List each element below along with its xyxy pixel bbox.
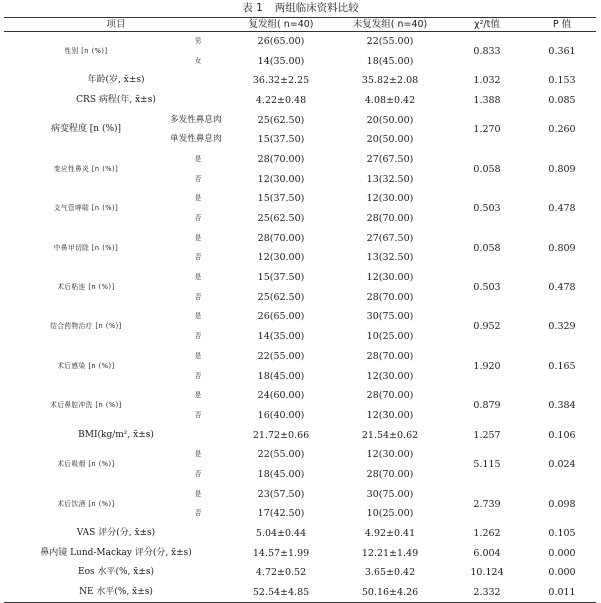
row-option: 否 bbox=[194, 469, 202, 478]
statistic-value: 0.952 bbox=[473, 321, 501, 333]
nonrelapse-value: 12(30.00) bbox=[366, 409, 414, 421]
row-option: 否 bbox=[194, 292, 202, 301]
nonrelapse-value: 28(70.00) bbox=[366, 213, 414, 225]
p-value: 0.000 bbox=[548, 567, 576, 579]
statistic-value: 0.058 bbox=[473, 163, 501, 175]
row-option: 否 bbox=[194, 410, 202, 419]
row-option: 否 bbox=[194, 214, 202, 223]
row-option: 男 bbox=[194, 37, 202, 46]
table-row bbox=[4, 110, 596, 130]
clinical-data-table bbox=[4, 17, 596, 603]
nonrelapse-value: 30(75.00) bbox=[366, 488, 414, 500]
nonrelapse-value: 21.54±0.62 bbox=[361, 429, 419, 441]
relapse-value: 25(62.50) bbox=[257, 291, 305, 303]
table-row bbox=[4, 307, 596, 327]
row-option: 是 bbox=[194, 450, 202, 459]
p-value: 0.260 bbox=[548, 124, 576, 136]
relapse-value: 26(65.00) bbox=[257, 36, 305, 48]
statistic-value: 0.879 bbox=[473, 400, 501, 412]
statistic-value: 2.739 bbox=[473, 498, 501, 510]
table-row bbox=[4, 524, 596, 544]
row-label: 性别 [n (%)] bbox=[64, 46, 108, 55]
p-value: 0.809 bbox=[548, 242, 576, 254]
relapse-value: 15(37.50) bbox=[257, 272, 305, 284]
table-row bbox=[4, 189, 596, 209]
row-option: 是 bbox=[194, 312, 202, 321]
table-row bbox=[4, 445, 596, 465]
row-label: 术后粘连 [n (%)] bbox=[57, 282, 115, 291]
relapse-value: 4.22±0.48 bbox=[255, 94, 307, 106]
relapse-value: 15(37.50) bbox=[257, 193, 305, 205]
statistic-value: 1.032 bbox=[473, 75, 501, 87]
p-value: 0.105 bbox=[548, 528, 576, 540]
row-option: 单发性鼻息肉 bbox=[170, 134, 222, 145]
relapse-value: 14(35.00) bbox=[257, 331, 305, 343]
p-value: 0.809 bbox=[548, 163, 576, 175]
row-option: 是 bbox=[194, 351, 202, 360]
p-value: 0.165 bbox=[548, 360, 576, 372]
nonrelapse-value: 12(30.00) bbox=[366, 272, 414, 284]
table-row bbox=[4, 150, 596, 170]
row-option: 否 bbox=[194, 174, 202, 183]
row-option: 否 bbox=[194, 371, 202, 380]
nonrelapse-value: 28(70.00) bbox=[366, 350, 414, 362]
statistic-value: 2.332 bbox=[446, 583, 528, 603]
relapse-value: 22(55.00) bbox=[257, 350, 305, 362]
nonrelapse-value: 4.92±0.41 bbox=[364, 528, 416, 540]
statistic-value: 5.115 bbox=[473, 459, 501, 471]
relapse-value: 12(30.00) bbox=[257, 252, 305, 264]
p-value: 0.384 bbox=[548, 400, 576, 412]
p-value: 0.329 bbox=[548, 321, 576, 333]
table-row bbox=[4, 228, 596, 248]
row-label: 中鼻甲切除 [n (%)] bbox=[53, 243, 119, 252]
relapse-value: 14.57±1.99 bbox=[252, 547, 310, 559]
relapse-value: 16(40.00) bbox=[257, 409, 305, 421]
statistic-value: 1.920 bbox=[473, 360, 501, 372]
nonrelapse-value: 18(45.00) bbox=[366, 55, 414, 67]
table-row bbox=[4, 32, 596, 52]
nonrelapse-value: 28(70.00) bbox=[366, 468, 414, 480]
header-item: 项目 bbox=[4, 18, 228, 32]
nonrelapse-value: 27(67.50) bbox=[366, 232, 414, 244]
p-value: 0.153 bbox=[548, 75, 576, 87]
header-p-value: P 值 bbox=[528, 18, 596, 32]
relapse-value: 24(60.00) bbox=[257, 390, 305, 402]
row-label: 支气管哮喘 [n (%)] bbox=[53, 204, 119, 213]
nonrelapse-value: 20(50.00) bbox=[366, 134, 414, 146]
row-option: 是 bbox=[194, 489, 202, 498]
row-option: 否 bbox=[194, 332, 202, 341]
relapse-value: 22(55.00) bbox=[257, 449, 305, 461]
relapse-value: 18(45.00) bbox=[257, 468, 305, 480]
nonrelapse-value: 10(25.00) bbox=[366, 508, 414, 520]
row-option: 是 bbox=[194, 154, 202, 163]
row-label: 变应性鼻炎 [n (%)] bbox=[53, 164, 119, 173]
relapse-value: 15(37.50) bbox=[257, 134, 305, 146]
nonrelapse-value: 27(67.50) bbox=[366, 153, 414, 165]
row-label: CRS 病程(年, x̄±s) bbox=[76, 94, 156, 105]
relapse-value: 14(35.00) bbox=[257, 55, 305, 67]
table-row bbox=[4, 543, 596, 563]
row-label: 年龄(岁, x̄±s) bbox=[87, 75, 145, 86]
table-caption bbox=[0, 0, 601, 16]
table-row bbox=[4, 91, 596, 111]
p-value: 0.085 bbox=[548, 94, 576, 106]
relapse-value: 52.54±4.85 bbox=[228, 583, 334, 603]
row-label: 结合药物治疗 [n (%)] bbox=[50, 322, 122, 331]
p-value: 0.478 bbox=[548, 281, 576, 293]
statistic-value: 1.270 bbox=[473, 124, 501, 136]
nonrelapse-value: 10(25.00) bbox=[366, 331, 414, 343]
nonrelapse-value: 13(32.50) bbox=[366, 252, 414, 264]
row-label: 病变程度 [n (%)] bbox=[50, 124, 122, 135]
nonrelapse-value: 3.65±0.42 bbox=[364, 567, 416, 579]
table-row bbox=[4, 583, 596, 603]
p-value: 0.361 bbox=[548, 45, 576, 57]
header-relapse-group: 复发组( n=40) bbox=[228, 18, 334, 32]
table-row bbox=[4, 563, 596, 583]
nonrelapse-value: 28(70.00) bbox=[366, 291, 414, 303]
p-value: 0.478 bbox=[548, 203, 576, 215]
row-label: Eos 水平(%, x̄±s) bbox=[78, 567, 154, 578]
nonrelapse-value: 50.16±4.26 bbox=[334, 583, 446, 603]
nonrelapse-value: 20(50.00) bbox=[366, 114, 414, 126]
table-row bbox=[4, 268, 596, 288]
header-statistic: χ²/t值 bbox=[446, 18, 528, 32]
row-label: 鼻内镜 Lund-Mackay 评分(分, x̄±s) bbox=[40, 547, 192, 558]
nonrelapse-value: 12(30.00) bbox=[366, 449, 414, 461]
statistic-value: 0.833 bbox=[473, 45, 501, 57]
row-option: 否 bbox=[194, 253, 202, 262]
table-number: 表 1 bbox=[242, 2, 263, 14]
statistic-value: 0.503 bbox=[473, 203, 501, 215]
p-value: 0.024 bbox=[548, 459, 576, 471]
nonrelapse-value: 28(70.00) bbox=[366, 390, 414, 402]
statistic-value: 0.058 bbox=[473, 242, 501, 254]
row-option: 是 bbox=[194, 194, 202, 203]
row-label: 术后感染 [n (%)] bbox=[57, 361, 115, 370]
row-option: 是 bbox=[194, 233, 202, 242]
relapse-value: 36.32±2.25 bbox=[252, 75, 310, 87]
statistic-value: 1.257 bbox=[473, 429, 501, 441]
nonrelapse-value: 12(30.00) bbox=[366, 193, 414, 205]
relapse-value: 28(70.00) bbox=[257, 153, 305, 165]
statistic-value: 0.503 bbox=[473, 281, 501, 293]
row-label: NE 水平(%, x̄±s) bbox=[4, 583, 228, 603]
header-nonrelapse-group: 未复发组( n=40) bbox=[334, 18, 446, 32]
header-row bbox=[4, 18, 596, 32]
relapse-value: 4.72±0.52 bbox=[255, 567, 307, 579]
row-option: 是 bbox=[194, 391, 202, 400]
table-row bbox=[4, 425, 596, 445]
p-value: 0.098 bbox=[548, 498, 576, 510]
row-option: 女 bbox=[194, 56, 202, 65]
relapse-value: 21.72±0.66 bbox=[252, 429, 310, 441]
row-option: 多发性鼻息肉 bbox=[170, 114, 222, 125]
row-option: 否 bbox=[194, 509, 202, 518]
relapse-value: 12(30.00) bbox=[257, 173, 305, 185]
relapse-value: 18(45.00) bbox=[257, 370, 305, 382]
nonrelapse-value: 12(30.00) bbox=[366, 370, 414, 382]
table-row bbox=[4, 71, 596, 91]
nonrelapse-value: 12.21±1.49 bbox=[361, 547, 419, 559]
nonrelapse-value: 35.82±2.08 bbox=[361, 75, 419, 87]
relapse-value: 23(57.50) bbox=[257, 488, 305, 500]
statistic-value: 1.262 bbox=[473, 528, 501, 540]
relapse-value: 26(65.00) bbox=[257, 311, 305, 323]
nonrelapse-value: 22(55.00) bbox=[366, 36, 414, 48]
nonrelapse-value: 4.08±0.42 bbox=[364, 94, 416, 106]
statistic-value: 1.388 bbox=[473, 94, 501, 106]
row-label: 术后鼻腔冲洗 [n (%)] bbox=[50, 401, 122, 410]
relapse-value: 5.04±0.44 bbox=[255, 528, 307, 540]
p-value: 0.106 bbox=[548, 429, 576, 441]
row-label: 术后饮酒 [n (%)] bbox=[57, 499, 115, 508]
relapse-value: 28(70.00) bbox=[257, 232, 305, 244]
row-label: 术后吸烟 [n (%)] bbox=[57, 460, 115, 469]
table-title: 两组临床资料比较 bbox=[274, 2, 359, 14]
table-row bbox=[4, 386, 596, 406]
statistic-value: 10.124 bbox=[470, 567, 504, 579]
table-row bbox=[4, 347, 596, 367]
nonrelapse-value: 13(32.50) bbox=[366, 173, 414, 185]
relapse-value: 25(62.50) bbox=[257, 213, 305, 225]
relapse-value: 17(42.50) bbox=[257, 508, 305, 520]
nonrelapse-value: 30(75.00) bbox=[366, 311, 414, 323]
row-label: BMI(kg/m², x̄±s) bbox=[78, 429, 154, 440]
table-row bbox=[4, 484, 596, 504]
p-value: 0.011 bbox=[528, 583, 596, 603]
relapse-value: 25(62.50) bbox=[257, 114, 305, 126]
statistic-value: 6.004 bbox=[473, 547, 501, 559]
row-option: 是 bbox=[194, 273, 202, 282]
p-value: 0.000 bbox=[548, 547, 576, 559]
row-label: VAS 评分(分, x̄±s) bbox=[76, 528, 156, 539]
